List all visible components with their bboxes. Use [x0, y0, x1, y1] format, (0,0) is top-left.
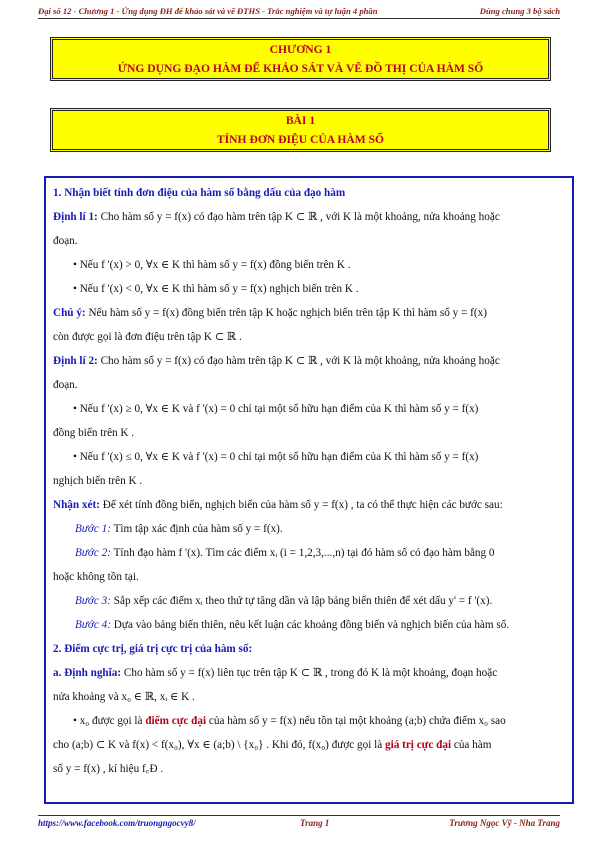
- step-3: Bước 3: Sắp xếp các điểm xᵢ theo thứ tự tăng dần và lập bảng biến thiên để xét dấu y' = f '(x).: [75, 595, 493, 607]
- page-header: [38, 6, 560, 19]
- step-2-cont: hoặc không tồn tại.: [53, 571, 139, 583]
- step-4: Bước 4: Dựa vào bảng biến thiên, nêu kết luận các khoảng đồng biến và nghịch biến của hàm số.: [75, 619, 510, 631]
- lesson-title: TÍNH ĐƠN ĐIỆU CỦA HÀM SỐ: [216, 133, 385, 146]
- theorem-2-bullet-1-cont: đồng biến trên K .: [53, 427, 135, 439]
- theorem-1-bullet-2: • Nếu f '(x) < 0, ∀x ∈ K thì hàm số y = f(x) nghịch biến trên K .: [73, 283, 359, 295]
- chapter-title: ỨNG DỤNG ĐẠO HÀM ĐỂ KHẢO SÁT VÀ VẼ ĐỒ THỊ CỦA HÀM SỐ: [117, 62, 484, 75]
- page-number: Trang 1: [300, 818, 330, 828]
- theorem-2: Định lí 2: Cho hàm số y = f(x) có đạo hàm trên tập K ⊂ ℝ , với K là một khoảng, nửa khoảng hoặc: [53, 355, 500, 367]
- max-point-line-2: cho (a;b) ⊂ K và f(x) < f(x₀), ∀x ∈ (a;b) \ {x₀} . Khi đó, f(x₀) được gọi là giá trị cực đại của hàm: [53, 739, 492, 751]
- theorem-2-cont: đoạn.: [53, 379, 78, 391]
- theorem-2-bullet-2-cont: nghịch biến trên K .: [53, 475, 143, 487]
- max-point-line-3: số y = f(x) , kí hiệu f꜀Đ .: [53, 763, 164, 775]
- theorem-2-bullet-1: • Nếu f '(x) ≥ 0, ∀x ∈ K và f '(x) = 0 chỉ tại một số hữu hạn điểm của K thì hàm số y = f(x): [73, 403, 479, 415]
- step-1: Bước 1: Tìm tập xác định của hàm số y = f(x).: [75, 523, 283, 535]
- remark: Nhận xét: Để xét tính đồng biến, nghịch biến của hàm số y = f(x) , ta có thể thực hiện các bước sau:: [53, 499, 503, 511]
- chapter-number: CHƯƠNG 1: [269, 43, 332, 56]
- note-cont: còn được gọi là đơn điệu trên tập K ⊂ ℝ .: [53, 331, 242, 343]
- theorem-2-bullet-2: • Nếu f '(x) ≤ 0, ∀x ∈ K và f '(x) = 0 chỉ tại một số hữu hạn điểm của K thì hàm số y = f(x): [73, 451, 479, 463]
- lesson-number: BÀI 1: [285, 114, 316, 127]
- header-right: Dùng chung 3 bộ sách: [479, 6, 560, 16]
- section-1-heading: 1. Nhận biết tính đơn điệu của hàm số bằng dấu của đạo hàm: [53, 187, 346, 199]
- lesson-box: [50, 108, 551, 152]
- max-point-line-1: • x₀ được gọi là điểm cực đại của hàm số y = f(x) nếu tồn tại một khoảng (a;b) chứa điểm x₀ sao: [73, 715, 506, 727]
- theorem-1-bullet-1: • Nếu f '(x) > 0, ∀x ∈ K thì hàm số y = f(x) đồng biến trên K .: [73, 259, 351, 271]
- section-2-heading: 2. Điểm cực trị, giá trị cực trị của hàm số:: [53, 643, 253, 655]
- theorem-1: Định lí 1: Cho hàm số y = f(x) có đạo hàm trên tập K ⊂ ℝ , với K là một khoảng, nửa khoảng hoặc: [53, 211, 500, 223]
- step-2: Bước 2: Tính đạo hàm f '(x). Tìm các điểm xᵢ (i = 1,2,3,...,n) tại đó hàm số có đạo hàm bằng 0: [75, 547, 495, 559]
- definition-cont: nửa khoảng và x₀ ∈ ℝ, xᵢ ∈ K .: [53, 691, 195, 703]
- chapter-box: [50, 37, 551, 81]
- footer-author: Trương Ngọc Vỹ - Nha Trang: [449, 818, 560, 828]
- footer-link[interactable]: https://www.facebook.com/truongngocvy8/: [38, 818, 196, 828]
- definition: a. Định nghĩa: Cho hàm số y = f(x) liên tục trên tập K ⊂ ℝ , trong đó K là một khoảng, đoạn hoặc: [53, 667, 498, 679]
- header-left: Đại số 12 - Chương 1 - Ứng dụng ĐH để khảo sát và vẽ ĐTHS - Trắc nghiệm và tự luận 4 phần: [38, 6, 378, 16]
- note: Chú ý: Nếu hàm số y = f(x) đồng biến trên tập K hoặc nghịch biến trên tập K thì hàm số y = f(x): [53, 307, 487, 319]
- page-footer: [38, 815, 560, 828]
- theorem-1-cont: đoạn.: [53, 235, 78, 247]
- theory-frame: [44, 176, 574, 804]
